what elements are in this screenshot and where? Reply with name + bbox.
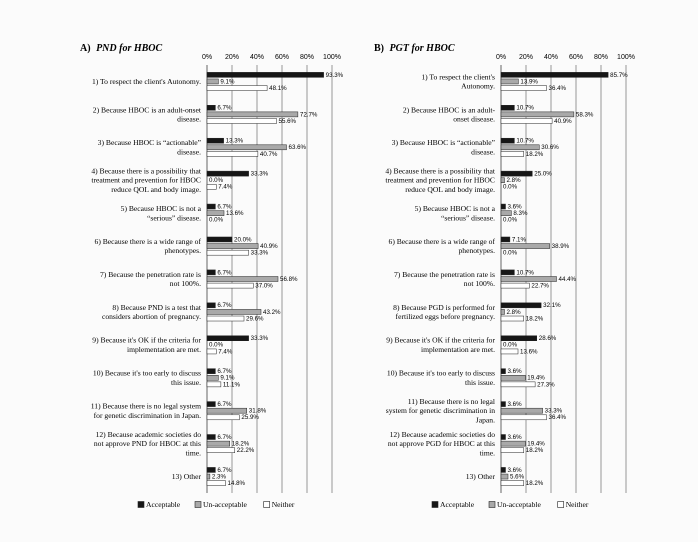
panel-a-legend-swatch <box>138 502 144 508</box>
panel-b-category-label: 11) Because there is no legal <box>407 396 495 406</box>
panel-a-value-label: 33.3% <box>250 170 269 178</box>
panel-b-bar-neither <box>501 283 529 288</box>
panel-b-bar-un-acceptable <box>501 309 505 314</box>
panel-b <box>374 43 635 509</box>
panel-a-value-label: 25.9% <box>241 414 259 422</box>
panel-a-category-label: 5) Because HBOC is not a <box>120 204 201 214</box>
panel-a-bar-un-acceptable <box>207 309 261 314</box>
panel-b-bar-neither <box>501 316 524 321</box>
panel-a-legend-label: Acceptable <box>146 500 181 509</box>
panel-b-value-label: 8.3% <box>513 210 528 218</box>
panel-b-title: B) PGT for HBOC <box>374 43 455 54</box>
panel-a-value-label: 9.1% <box>220 374 235 382</box>
panel-a-value-label: 6.7% <box>217 368 232 376</box>
panel-a-category-label: disease. <box>177 114 201 124</box>
panel-a-tick-label: 60% <box>274 54 290 61</box>
panel-a-bar-neither <box>207 118 277 123</box>
panel-b-value-label: 13.6% <box>520 348 538 356</box>
panel-a-bar-neither <box>207 316 244 321</box>
panel-a-bar-acceptable <box>207 270 215 275</box>
panel-b-category-label: fertilized eggs before pregnancy. <box>395 312 495 322</box>
panel-b-legend-swatch <box>489 502 495 508</box>
panel-a-category-label: “serious” disease. <box>147 213 201 223</box>
panel-b-bar-acceptable <box>501 105 514 110</box>
panel-a-category-label: 12) Because academic societies do <box>95 429 201 439</box>
panel-b-bar-un-acceptable <box>501 244 550 249</box>
panel-a-bar-un-acceptable <box>207 474 210 479</box>
panel-a-bar-acceptable <box>207 105 215 110</box>
panel-b-bar-un-acceptable <box>501 211 511 216</box>
panel-b-bar-un-acceptable <box>501 408 543 413</box>
panel-b-bar-un-acceptable <box>501 145 539 150</box>
panel-a-value-label: 6.7% <box>217 203 232 211</box>
panel-a-category-label: time. <box>185 448 201 458</box>
panel-b-plot <box>385 54 635 509</box>
panel-b-value-label: 27.3% <box>537 381 555 389</box>
panel-b-category-label: 3) Because HBOC is “actionable” <box>391 138 495 148</box>
panel-b-value-label: 36.4% <box>548 84 567 92</box>
panel-a-bar-acceptable <box>207 369 215 374</box>
panel-b-value-label: 3.6% <box>507 368 522 376</box>
panel-b-value-label: 5.6% <box>510 473 525 481</box>
panel-a-value-label: 6.7% <box>217 466 232 474</box>
panel-b-bar-un-acceptable <box>501 277 557 282</box>
panel-a-category-label: this issue. <box>171 377 201 387</box>
panel-b-category-label: “serious” disease. <box>441 213 495 223</box>
panel-a-value-label: 9.1% <box>220 78 235 86</box>
panel-a-category-label: not 100%. <box>169 279 201 289</box>
panel-b-category-label: 7) Because the penetration rate is <box>394 269 495 279</box>
panel-a-value-label: 37.0% <box>255 282 273 290</box>
panel-b-category-label: not approve PGD for HBOC at this <box>387 439 495 449</box>
panel-a-value-label: 48.1% <box>269 84 287 92</box>
panel-b-bar-neither <box>501 118 552 123</box>
panel-a-category-label: 2) Because HBOC is an adult-onset <box>92 105 201 115</box>
panel-a-bar-neither <box>207 349 216 354</box>
panel-a-value-label: 40.7% <box>259 150 278 158</box>
panel-b-value-label: 32.1% <box>543 302 561 310</box>
panel-b-category-label: 4) Because there is a possibility that <box>385 166 495 176</box>
panel-a-category-label: 6) Because there is a wide range of <box>94 236 201 246</box>
panel-b-bar-acceptable <box>501 336 537 341</box>
panel-b-bar-acceptable <box>501 138 514 143</box>
panel-b-value-label: 0.0% <box>503 216 518 224</box>
panel-a-bar-acceptable <box>207 204 215 209</box>
panel-a-bar-neither <box>207 250 249 255</box>
panel-b-value-label: 44.4% <box>558 275 577 283</box>
panel-a-value-label: 72.7% <box>299 111 318 119</box>
panel-b-value-label: 58.3% <box>575 111 594 119</box>
panel-b-legend-swatch <box>558 502 564 508</box>
panel-b-value-label: 18.2% <box>525 447 544 455</box>
panel-b-category-label: 13) Other <box>465 472 495 482</box>
panel-a-value-label: 7.4% <box>218 348 233 356</box>
panel-a-category-label: 1) To respect the client's Autonomy. <box>91 76 201 86</box>
panel-a-value-label: 11.1% <box>222 381 240 389</box>
panel-b-category-label: 12) Because academic societies do <box>389 429 495 439</box>
panel-a-bar-neither <box>207 86 267 91</box>
panel-a-category-label: considers abortion of pregnancy. <box>101 312 201 322</box>
panel-a-legend-swatch <box>195 502 201 508</box>
panel-a-category-label: treatment and prevention for HBOC <box>91 175 201 185</box>
panel-b-tick-label: 0% <box>495 54 507 61</box>
panel-b-bar-neither <box>501 448 524 453</box>
panel-b-bar-acceptable <box>501 435 506 440</box>
panel-b-value-label: 25.0% <box>534 170 552 178</box>
panel-a-plot <box>91 54 344 509</box>
panel-a-bar-neither <box>207 283 253 288</box>
panel-b-bar-acceptable <box>501 467 506 472</box>
panel-b-value-label: 36.4% <box>548 414 567 422</box>
panel-b-category-label: 6) Because there is a wide range of <box>388 236 495 246</box>
panel-a-bar-neither <box>207 151 258 156</box>
panel-a-category-label: for genetic discrimination in Japan. <box>93 410 201 420</box>
panel-a-value-label: 6.7% <box>217 400 232 408</box>
panel-a-bar-un-acceptable <box>207 112 298 117</box>
panel-a-legend-label: Un-acceptable <box>203 500 247 509</box>
panel-b-bar-acceptable <box>501 171 532 176</box>
panel-b-bar-un-acceptable <box>501 112 574 117</box>
panel-b-bar-acceptable <box>501 237 510 242</box>
panel-a-category-label: 3) Because HBOC is “actionable” <box>97 138 201 148</box>
panel-a-value-label: 33.3% <box>250 335 269 343</box>
panel-b-bar-un-acceptable <box>501 79 518 84</box>
panel-a-bar-acceptable <box>207 336 249 341</box>
panel-a-category-label: not approve PND for HBOC at this <box>93 439 201 449</box>
panel-a-value-label: 2.3% <box>211 473 226 481</box>
panel-b-bar-un-acceptable <box>501 474 508 479</box>
panel-b-value-label: 18.2% <box>525 480 544 488</box>
panel-b-bar-acceptable <box>501 303 541 308</box>
panel-b-bar-neither <box>501 382 535 387</box>
panel-b-value-label: 30.6% <box>541 144 559 152</box>
panel-b-value-label: 3.6% <box>507 203 522 211</box>
panel-b-bar-acceptable <box>501 270 514 275</box>
panel-a-bar-neither <box>207 481 226 486</box>
panel-a-category-label: reduce QOL and body image. <box>111 184 201 194</box>
panel-b-value-label: 3.6% <box>507 433 522 441</box>
panel-a-category-label: 9) Because it's OK if the criteria for <box>92 335 201 345</box>
panel-a-tick-label: 100% <box>323 54 341 61</box>
panel-a-bar-acceptable <box>207 402 215 407</box>
panel-b-bar-un-acceptable <box>501 441 525 446</box>
panel-b-category-label: Autonomy. <box>461 81 495 91</box>
panel-b-bar-acceptable <box>501 204 506 209</box>
panel-b-value-label: 28.6% <box>538 335 557 343</box>
panel-a-value-label: 6.7% <box>217 302 232 310</box>
panel-a-value-label: 55.6% <box>278 117 297 125</box>
panel-b-value-label: 85.7% <box>610 71 628 79</box>
panel-a-tick-label: 20% <box>224 54 240 61</box>
panel-b-category-label: phenotypes. <box>458 246 495 256</box>
panel-b-category-label: Japan. <box>475 415 495 425</box>
panel-b-category-label: time. <box>479 448 495 458</box>
panel-a-legend-swatch <box>264 502 270 508</box>
panel-b-category-label: this issue. <box>465 377 495 387</box>
panel-b-value-label: 22.7% <box>531 282 549 290</box>
panel-a-bar-neither <box>207 382 221 387</box>
panel-a-value-label: 63.6% <box>288 144 307 152</box>
panel-b-category-label: implementation are met. <box>420 344 495 354</box>
panel-a-value-label: 29.6% <box>246 315 264 323</box>
panel-b-bar-neither <box>501 86 547 91</box>
panel-b-value-label: 0.0% <box>503 341 518 349</box>
panel-b-value-label: 38.9% <box>551 242 570 250</box>
panel-b-category-label: 1) To respect the client's <box>421 72 495 82</box>
panel-a-bar-un-acceptable <box>207 441 230 446</box>
panel-a-value-label: 14.8% <box>227 480 246 488</box>
panel-b-tick-label: 20% <box>518 54 534 61</box>
panel-b-value-label: 18.2% <box>525 315 544 323</box>
panel-a-bar-un-acceptable <box>207 277 278 282</box>
panel-a-category-label: 7) Because the penetration rate is <box>100 269 201 279</box>
panel-a-value-label: 6.7% <box>217 433 232 441</box>
panel-a-value-label: 40.9% <box>260 242 278 250</box>
panel-a-tick-label: 40% <box>249 54 265 61</box>
panel-b-value-label: 19.4% <box>527 440 545 448</box>
panel-b-category-label: treatment and prevention for HBOC <box>385 175 495 185</box>
panel-a-category-label: implementation are met. <box>126 344 201 354</box>
panel-b-legend-swatch <box>432 502 438 508</box>
panel-b-value-label: 19.4% <box>527 374 545 382</box>
panel-b-bar-neither <box>501 151 524 156</box>
panel-b-category-label: 5) Because HBOC is not a <box>414 204 495 214</box>
panel-a-title: A) PND for HBOC <box>80 43 163 54</box>
panel-a <box>80 43 344 509</box>
panel-a-value-label: 43.2% <box>263 308 281 316</box>
panel-b-category-label: 2) Because HBOC is an adult- <box>402 105 495 115</box>
panel-a-category-label: phenotypes. <box>164 246 201 256</box>
panel-a-bar-acceptable <box>207 435 215 440</box>
panel-a-category-label: 13) Other <box>171 472 201 482</box>
panel-b-category-label: system for genetic discrimination in <box>385 406 495 416</box>
panel-b-value-label: 40.9% <box>554 117 572 125</box>
panel-a-category-label: 11) Because there is no legal system <box>90 401 201 411</box>
panel-a-tick-label: 80% <box>299 54 315 61</box>
panel-a-bar-neither <box>207 184 216 189</box>
panel-b-value-label: 7.1% <box>511 236 526 244</box>
panel-a-bar-un-acceptable <box>207 211 224 216</box>
panel-b-legend-label: Neither <box>565 500 589 509</box>
panel-b-tick-label: 60% <box>568 54 584 61</box>
panel-b-value-label: 18.2% <box>525 150 544 158</box>
panel-a-value-label: 13.3% <box>225 137 244 145</box>
panel-b-category-label: reduce QOL and body image. <box>405 184 495 194</box>
panel-b-bar-neither <box>501 415 547 420</box>
panel-b-value-label: 2.8% <box>506 177 521 185</box>
panel-b-value-label: 2.8% <box>506 308 521 316</box>
panel-a-bar-un-acceptable <box>207 408 247 413</box>
panel-a-bar-acceptable <box>207 467 215 472</box>
panel-b-value-label: 13.9% <box>520 78 538 86</box>
panel-a-value-label: 13.6% <box>226 210 244 218</box>
panel-a-bar-acceptable <box>207 72 324 77</box>
panel-b-value-label: 0.0% <box>503 183 518 191</box>
panel-a-value-label: 0.0% <box>209 177 224 185</box>
panel-b-tick-label: 80% <box>593 54 609 61</box>
panel-a-value-label: 6.7% <box>217 269 232 277</box>
panel-b-value-label: 10.7% <box>516 269 534 277</box>
panel-a-bar-un-acceptable <box>207 145 287 150</box>
panel-a-value-label: 33.3% <box>250 249 269 257</box>
panel-a-category-label: 10) Because it's too early to discuss <box>92 368 201 378</box>
panel-a-bar-neither <box>207 448 235 453</box>
panel-b-legend-label: Un-acceptable <box>497 500 541 509</box>
panel-a-legend-label: Neither <box>271 500 295 509</box>
panel-b-bar-un-acceptable <box>501 178 505 183</box>
panel-a-value-label: 20.0% <box>234 236 252 244</box>
panel-b-tick-label: 40% <box>543 54 559 61</box>
panel-b-value-label: 3.6% <box>507 466 522 474</box>
panel-b-tick-label: 100% <box>617 54 635 61</box>
panel-a-category-label: 4) Because there is a possibility that <box>91 166 201 176</box>
panel-b-bar-neither <box>501 481 524 486</box>
panel-b-value-label: 10.7% <box>516 137 534 145</box>
panel-a-value-label: 0.0% <box>209 341 224 349</box>
panel-b-category-label: 8) Because PGD is performed for <box>393 302 495 312</box>
panel-b-legend-label: Acceptable <box>440 500 475 509</box>
panel-b-category-label: not 100%. <box>463 279 495 289</box>
panel-a-tick-label: 0% <box>201 54 213 61</box>
panel-a-bar-acceptable <box>207 138 224 143</box>
panel-a-bar-acceptable <box>207 237 232 242</box>
panel-a-category-label: 8) Because PND is a test that <box>112 302 201 312</box>
panel-a-value-label: 31.8% <box>248 407 267 415</box>
panel-a-value-label: 0.0% <box>209 216 224 224</box>
panel-a-bar-un-acceptable <box>207 244 258 249</box>
panel-b-category-label: disease. <box>471 147 495 157</box>
panel-b-bar-acceptable <box>501 369 506 374</box>
panel-b-value-label: 10.7% <box>516 104 534 112</box>
panel-b-category-label: onset disease. <box>453 114 495 124</box>
panel-a-value-label: 7.4% <box>218 183 233 191</box>
panel-b-bar-acceptable <box>501 72 608 77</box>
panel-a-bar-acceptable <box>207 171 249 176</box>
panel-a-bar-un-acceptable <box>207 375 218 380</box>
panel-b-value-label: 33.3% <box>544 407 563 415</box>
panel-a-value-label: 18.2% <box>231 440 250 448</box>
panel-a-bar-un-acceptable <box>207 79 218 84</box>
panel-a-value-label: 22.2% <box>236 447 255 455</box>
panel-b-bar-neither <box>501 349 518 354</box>
panel-b-value-label: 0.0% <box>503 249 518 257</box>
panel-b-bar-acceptable <box>501 402 506 407</box>
panel-a-value-label: 56.8% <box>280 275 298 283</box>
panel-a-bar-acceptable <box>207 303 215 308</box>
panel-a-value-label: 93.3% <box>325 71 344 79</box>
panel-b-category-label: 10) Because it's too early to discuss <box>386 368 495 378</box>
panel-a-value-label: 6.7% <box>217 104 232 112</box>
panel-a-category-label: disease. <box>177 147 201 157</box>
panel-b-bar-un-acceptable <box>501 375 525 380</box>
panel-b-category-label: 9) Because it's OK if the criteria for <box>386 335 495 345</box>
panel-a-bar-neither <box>207 415 239 420</box>
panel-b-value-label: 3.6% <box>507 400 522 408</box>
